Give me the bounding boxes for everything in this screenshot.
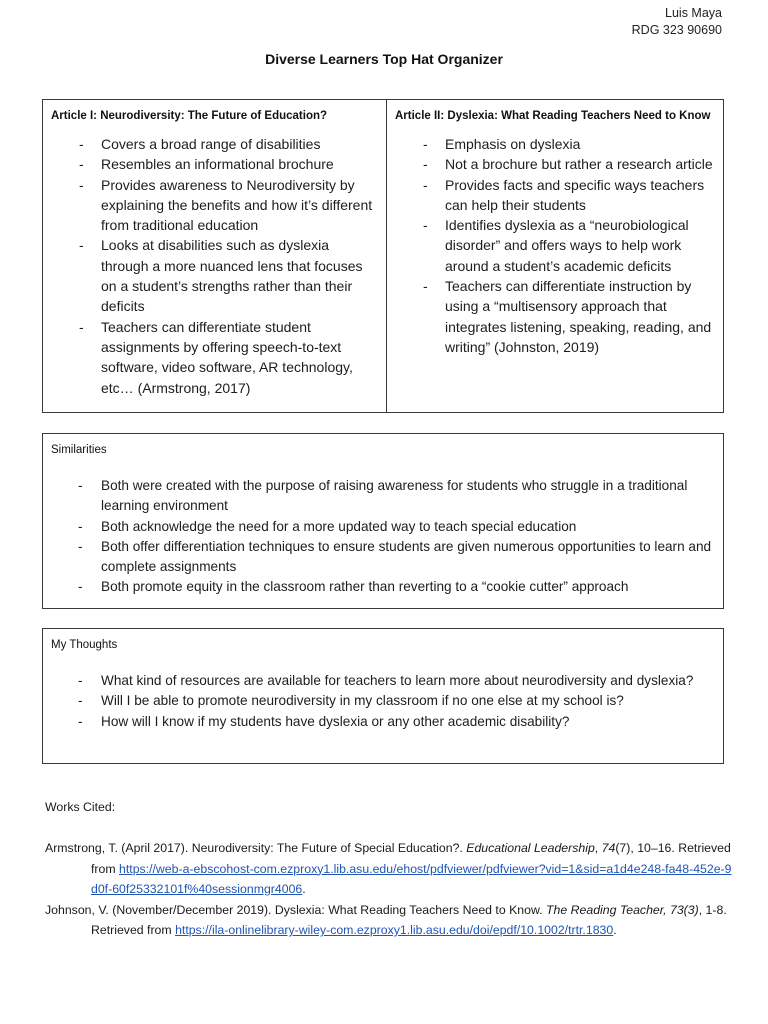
citation-johnson xyxy=(45,900,735,941)
course-code: RDG 323 90690 xyxy=(631,23,722,37)
article-2-heading: Article II: Dyslexia: What Reading Teachers Need to Know xyxy=(395,110,711,122)
my-thoughts-box xyxy=(42,628,724,764)
citation-text: Johnson, V. (November/December 2019). Dyslexia: What Reading Teachers Need to Know. xyxy=(45,902,547,917)
list-item xyxy=(395,276,715,357)
citation-armstrong xyxy=(45,838,735,900)
list-item xyxy=(51,712,715,732)
list-item xyxy=(51,134,378,154)
list-item-text: Not a brochure but rather a research article xyxy=(445,156,713,173)
citation-journal: Educational Leadership xyxy=(466,841,595,855)
list-item-text: Emphasis on dyslexia xyxy=(445,136,581,152)
list-item-text: Looks at disabilities such as dyslexia through a more nuanced lens that focuses on a student’s strengths rather than their deficits xyxy=(101,237,363,315)
list-item-text: Both promote equity in the classroom rather than reverting to a “cookie cutter” approach xyxy=(101,579,629,595)
list-item-text: How will I know if my students have dyslexia or any other academic disability? xyxy=(101,713,570,729)
dash-bullet-icon: - xyxy=(78,538,83,554)
list-item-text: What kind of resources are available for teachers to learn more about neurodiversity and dyslexia? xyxy=(101,673,694,688)
dash-bullet-icon: - xyxy=(423,156,428,173)
dash-bullet-icon: - xyxy=(79,176,84,193)
citation-text: , 1-8. Retrieved from xyxy=(91,902,727,937)
dash-bullet-icon: - xyxy=(78,518,83,534)
similarities-list xyxy=(51,476,715,598)
citation-journal: The Reading Teacher, 73(3) xyxy=(546,902,699,917)
list-item xyxy=(51,671,715,691)
list-item xyxy=(395,215,715,276)
my-thoughts-list xyxy=(51,671,715,732)
list-item-text: Will I be able to promote neurodiversity in my classroom if no one else at my school is? xyxy=(101,693,624,709)
citation-text: Armstrong, T. (April 2017). Neurodiversity: The Future of Special Education?. xyxy=(45,841,467,855)
list-item xyxy=(51,577,715,597)
list-item-text: Both were created with the purpose of raising awareness for students who struggle in a traditional learning environment xyxy=(101,478,688,514)
citation-text: . xyxy=(302,882,306,896)
document-title: Diverse Learners Top Hat Organizer xyxy=(265,51,503,67)
similarities-box xyxy=(42,433,724,609)
similarities-heading: Similarities xyxy=(51,444,107,456)
dash-bullet-icon: - xyxy=(423,136,428,152)
dash-bullet-icon: - xyxy=(78,478,83,493)
my-thoughts-heading: My Thoughts xyxy=(51,639,118,651)
list-item xyxy=(51,235,378,316)
list-item xyxy=(51,175,378,236)
list-item xyxy=(395,175,715,216)
dash-bullet-icon: - xyxy=(78,673,83,688)
dash-bullet-icon: - xyxy=(423,217,428,234)
works-cited-heading: Works Cited: xyxy=(45,800,116,814)
list-item-text: Provides awareness to Neurodiversity by explaining the benefits and how it’s different from traditional education xyxy=(101,176,373,234)
article-1-box xyxy=(42,99,387,413)
list-item-text: Identifies dyslexia as a “neurobiological disorder” and offers ways to help work around a student’s academic deficits xyxy=(445,217,689,274)
citation-link[interactable]: https://web-a-ebscohost-com.ezproxy1.lib.asu.edu/ehost/pdfviewer/pdfviewer?vid=1&sid=a1d4e248-fa48-452e-9d0f-60f25332101f%40sessionmgr4006 xyxy=(91,861,732,896)
list-item xyxy=(395,134,715,154)
list-item xyxy=(51,317,378,398)
list-item xyxy=(51,154,378,174)
works-cited-section xyxy=(45,798,735,941)
dash-bullet-icon: - xyxy=(78,713,83,729)
list-item-text: Teachers can differentiate student assignments by offering speech-to-text software, video software, AR technology, etc… (Armstrong, 2017) xyxy=(101,318,353,396)
list-item xyxy=(51,517,715,537)
list-item-text: Both offer differentiation techniques to ensure students are given numerous opportunities to learn and complete assignments xyxy=(101,538,712,575)
citation-text: . xyxy=(613,923,617,937)
dash-bullet-icon: - xyxy=(78,693,83,709)
list-item-text: Teachers can differentiate instruction by using a “multisensory approach that integrates listening, speaking, reading, and writing” (Johnston, 2019) xyxy=(445,278,712,355)
article-1-list xyxy=(51,134,378,398)
list-item xyxy=(51,537,715,578)
dash-bullet-icon: - xyxy=(79,237,84,254)
citation-volume: 74 xyxy=(601,841,616,855)
list-item xyxy=(395,154,715,174)
article-2-list xyxy=(395,134,715,357)
citation-link[interactable]: https://ila-onlinelibrary-wiley-com.ezproxy1.lib.asu.edu/doi/epdf/10.1002/trtr.1830 xyxy=(175,923,614,937)
article-2-box xyxy=(386,99,724,413)
citation-text: (7), 10–16. Retrieved from xyxy=(91,841,731,876)
list-item-text: Both acknowledge the need for a more updated way to teach special education xyxy=(101,518,577,534)
dash-bullet-icon: - xyxy=(423,278,428,295)
list-item xyxy=(51,476,715,517)
list-item-text: Provides facts and specific ways teachers can help their students xyxy=(445,176,705,213)
dash-bullet-icon: - xyxy=(423,176,428,193)
dash-bullet-icon: - xyxy=(78,579,83,595)
article-1-heading: Article I: Neurodiversity: The Future of Education? xyxy=(51,110,328,122)
citation-text: , xyxy=(594,841,602,855)
list-item xyxy=(51,691,715,711)
author-name: Luis Maya xyxy=(665,6,722,20)
dash-bullet-icon: - xyxy=(79,318,84,335)
list-item-text: Resembles an informational brochure xyxy=(101,156,334,173)
dash-bullet-icon: - xyxy=(79,156,84,173)
author-block xyxy=(632,5,722,39)
list-item-text: Covers a broad range of disabilities xyxy=(101,136,321,152)
dash-bullet-icon: - xyxy=(79,136,84,152)
